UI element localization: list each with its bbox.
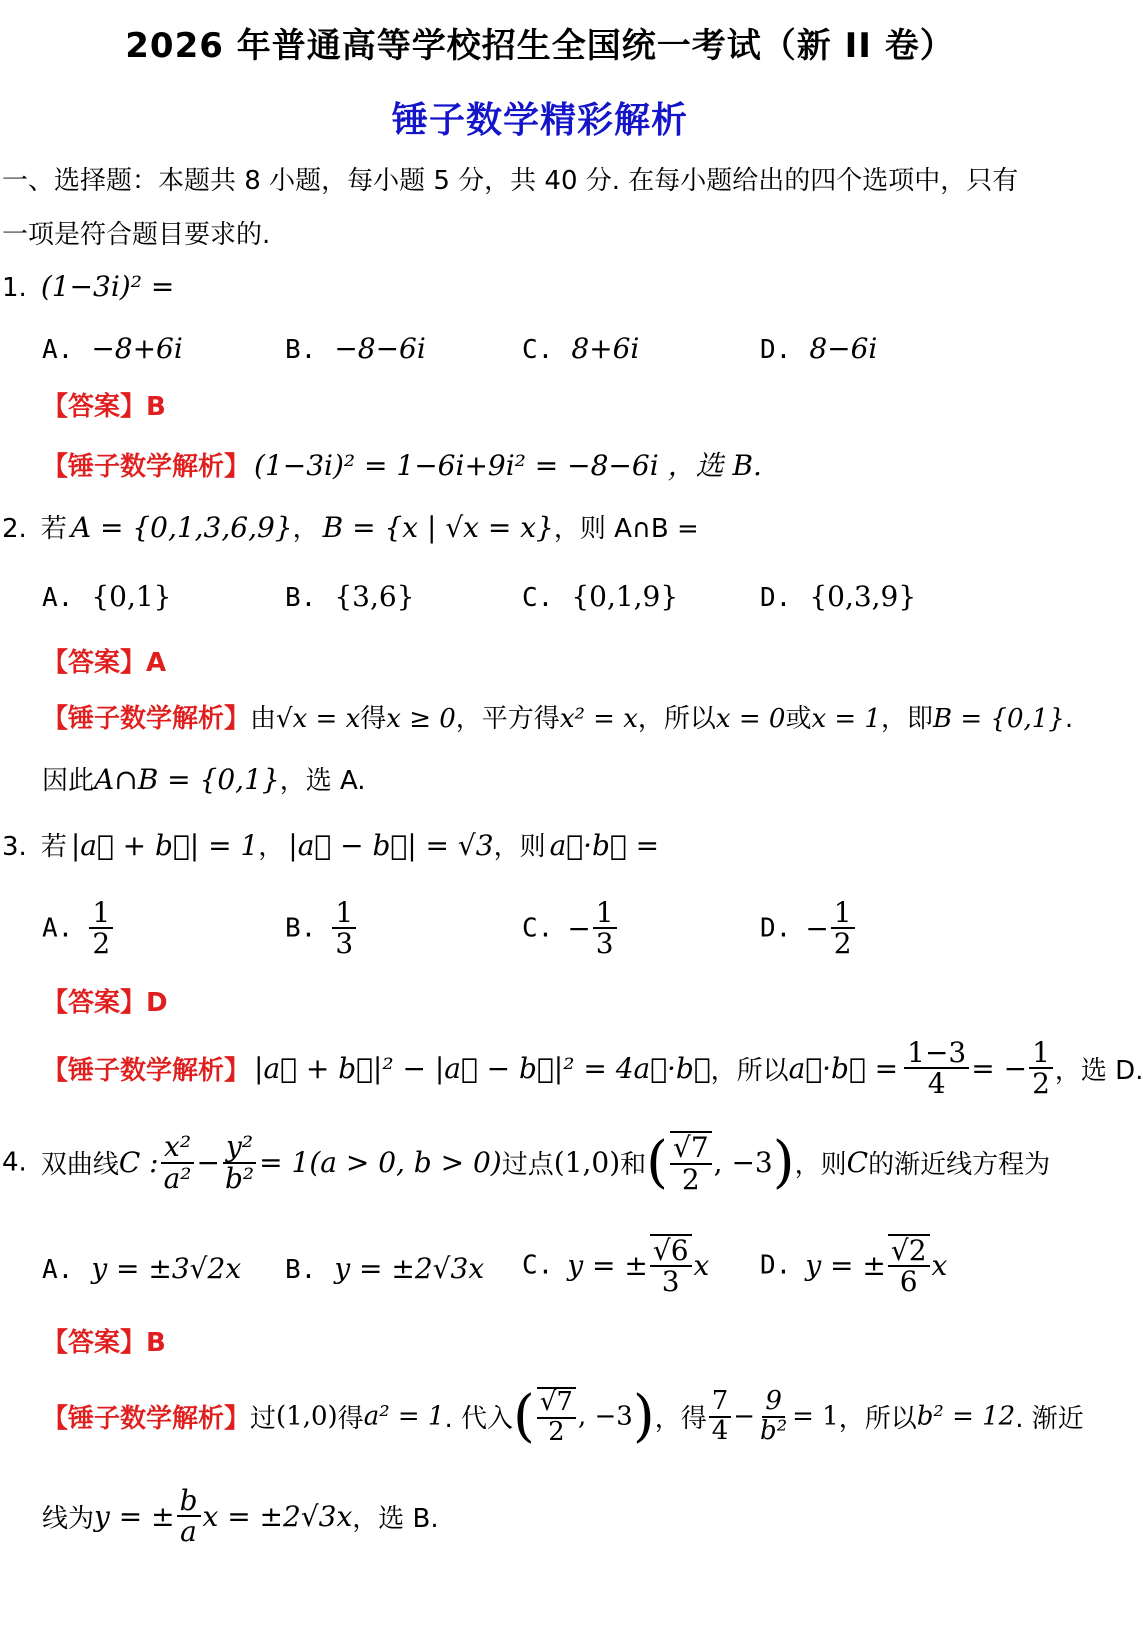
q4-stem-fraction-y: $\frac{\text{y²}}{\text{b²}}$	[224, 1130, 255, 1195]
q3-answer: 【答案】D	[42, 988, 168, 1018]
q2-option-b: B. {3,6}	[285, 580, 415, 613]
page-title: 2026 年普通高等学校招生全国统一考试（新 II 卷）	[125, 26, 955, 66]
q4-analysis-fraction-9-b2: $\frac{9}{\text{b²}}$	[760, 1386, 788, 1446]
q4-option-a: A. y = ±3√2x	[42, 1252, 242, 1285]
q2-answer: 【答案】A	[42, 648, 167, 678]
q2-stem: 2. 若 A = {0,1,3,6,9}， B = {x | √x = x}，则 A∩B =	[2, 511, 699, 544]
q3-analysis-fraction-2: $\frac{1}{2}$	[1029, 1038, 1053, 1099]
q4-analysis-point-fraction: $\frac{√7}{2}$	[537, 1387, 576, 1446]
q3-option-d: D. − $\frac{1}{2}$	[760, 898, 857, 959]
q1-answer: 【答案】B	[42, 392, 166, 422]
q1-option-d: D. 8−6i	[760, 332, 878, 365]
q3-option-b-fraction: $\frac{1}{3}$	[332, 898, 356, 959]
q3-option-d-fraction: $\frac{1}{2}$	[831, 898, 855, 959]
q4-stem: 4. 双曲线C : $\frac{\text{x²}}{\text{a²}}$ − $\frac{\text{y²}}{\text{b²}}$ = 1(a > 0, b > 0)过点(1,0)和( $\frac{√7}{2}$ , −3)，则C的渐近线方程为	[2, 1130, 1051, 1196]
q4-analysis-line2: 线为y = ± $\frac{b}{a}$ x = ±2√3x，选 B.	[42, 1484, 439, 1549]
q4-option-d-fraction: $\frac{√2}{6}$	[888, 1234, 930, 1297]
page-subtitle: 锤子数学精彩解析	[391, 100, 688, 141]
q3-option-c-fraction: $\frac{1}{3}$	[593, 898, 617, 959]
q4-analysis-fraction-7-4: $\frac{7}{4}$	[709, 1388, 732, 1445]
q2-option-a: A. {0,1}	[42, 580, 172, 613]
q3-option-a: A. $\frac{1}{2}$	[42, 898, 115, 959]
q2-analysis-line1: 【锤子数学解析】由√x = x得x ≥ 0，平方得x² = x，所以x = 0或x = 1，即B = {0,1}.	[42, 704, 1074, 734]
q1-number: 1.	[2, 273, 27, 303]
q4-stem-point-fraction: $\frac{√7}{2}$	[670, 1131, 712, 1194]
q1-stem	[2, 270, 174, 303]
q1-option-c: C. 8+6i	[522, 332, 640, 365]
q3-analysis: 【锤子数学解析】 |a⃗ + b⃗|² − |a⃗ − b⃗|² = 4a⃗·b⃗，所以a⃗·b⃗ = $\frac{1-3}{4}$ = − $\frac{1}{2}$ ，选 D.	[42, 1036, 1143, 1101]
q4-option-c-fraction: $\frac{√6}{3}$	[650, 1234, 692, 1297]
q2-option-c: C. {0,1,9}	[522, 580, 679, 613]
q2-option-d: D. {0,3,9}	[760, 580, 917, 613]
section-heading-line1: 一、选择题：本题共 8 小题，每小题 5 分，共 40 分. 在每小题给出的四个选项中，只有	[2, 166, 1019, 196]
q4-option-c: C. y = ± $\frac{√6}{3}$ x	[522, 1234, 710, 1299]
q4-analysis-line1: 【锤子数学解析】过(1,0)得a² = 1. 代入( $\frac{√7}{2}$ , −3)，得 $\frac{7}{4}$ − $\frac{9}{\text{b²}}$ = 1，所以b² = 12. 渐近	[42, 1384, 1084, 1449]
q1-option-b: B. −8−6i	[285, 332, 426, 365]
q1-analysis: 【锤子数学解析】 (1−3i)² = 1−6i+9i² = −8−6i ，选 B.	[42, 449, 762, 482]
q1-option-a: A. −8+6i	[42, 332, 183, 365]
q3-analysis-fraction-1: $\frac{1-3}{4}$	[904, 1038, 969, 1099]
q2-analysis-line2: 因此A∩B = {0,1}，选 A.	[42, 763, 366, 796]
q4-option-d: D. y = ± $\frac{√2}{6}$ x	[760, 1234, 948, 1299]
q4-option-b: B. y = ±2√3x	[285, 1252, 485, 1285]
section-heading-line2: 一项是符合题目要求的.	[2, 220, 271, 250]
q4-answer: 【答案】B	[42, 1328, 166, 1358]
q4-stem-fraction-x: $\frac{\text{x²}}{\text{a²}}$	[161, 1132, 195, 1193]
q3-stem: 3. 若 |a⃗ + b⃗| = 1， |a⃗ − b⃗| = √3，则 a⃗·b⃗ =	[2, 829, 660, 862]
q4-analysis-fraction-b-a: $\frac{b}{a}$	[177, 1486, 201, 1547]
q3-option-a-fraction: $\frac{1}{2}$	[89, 898, 113, 959]
q1-expression: (1−3i)² =	[40, 270, 175, 303]
q3-option-c: C. − $\frac{1}{3}$	[522, 898, 619, 959]
q3-option-b: B. $\frac{1}{3}$	[285, 898, 358, 959]
